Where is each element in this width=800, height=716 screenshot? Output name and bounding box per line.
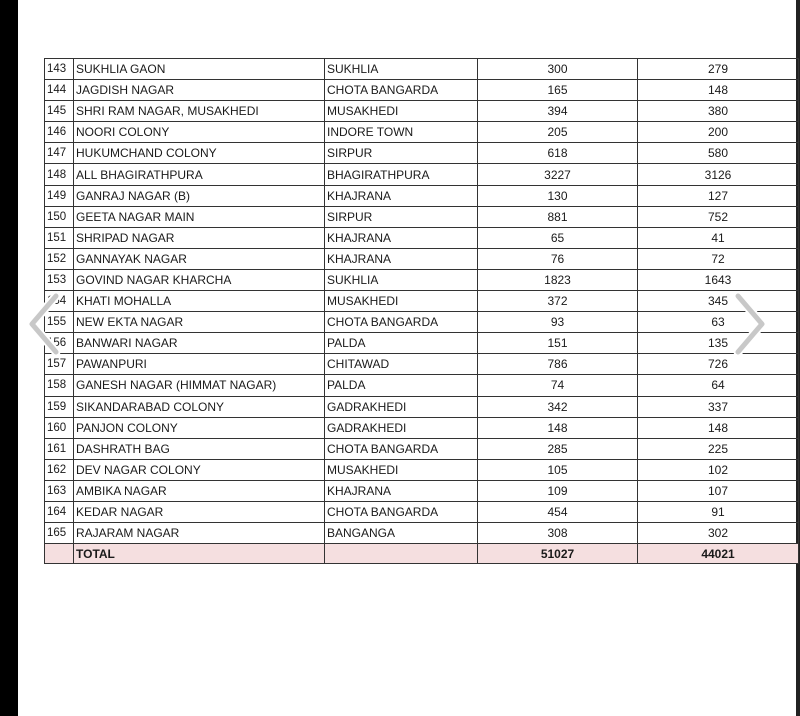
row-number-cell: 146 [45,122,74,143]
locality-name-cell: BANWARI NAGAR [74,333,325,354]
table-row [45,227,799,248]
row-number-cell: 160 [45,417,74,438]
table-row [45,101,799,122]
row-number-cell: 156 [45,333,74,354]
row-number-cell: 162 [45,459,74,480]
next-page-button[interactable] [728,288,772,360]
zone-cell: MUSAKHEDI [325,101,478,122]
total-blank-cell [45,544,74,564]
table-row [45,291,799,312]
count-1-cell: 3227 [478,164,638,185]
count-1-cell: 342 [478,396,638,417]
table-row [45,417,799,438]
count-2-cell: 63 [638,312,799,333]
locality-name-cell: GANESH NAGAR (HIMMAT NAGAR) [74,375,325,396]
count-2-cell: 72 [638,248,799,269]
locality-name-cell: GEETA NAGAR MAIN [74,206,325,227]
zone-cell: BHAGIRATHPURA [325,164,478,185]
row-number-cell: 157 [45,354,74,375]
zone-cell: KHAJRANA [325,185,478,206]
row-number-cell: 152 [45,248,74,269]
locality-name-cell: RAJARAM NAGAR [74,523,325,544]
count-1-cell: 786 [478,354,638,375]
row-number-cell: 158 [45,375,74,396]
zone-cell: PALDA [325,333,478,354]
count-1-cell: 148 [478,417,638,438]
zone-cell: SUKHLIA [325,269,478,290]
count-1-cell: 74 [478,375,638,396]
row-number-cell: 154 [45,291,74,312]
previous-page-button[interactable] [22,288,66,360]
locality-name-cell: HUKUMCHAND COLONY [74,143,325,164]
count-2-cell: 148 [638,417,799,438]
zone-cell: CHOTA BANGARDA [325,312,478,333]
table-row [45,523,799,544]
locality-name-cell: KHATI MOHALLA [74,291,325,312]
count-1-cell: 618 [478,143,638,164]
locality-name-cell: KEDAR NAGAR [74,501,325,522]
count-1-cell: 76 [478,248,638,269]
count-2-cell: 148 [638,80,799,101]
locality-name-cell: NOORI COLONY [74,122,325,143]
zone-cell: CHOTA BANGARDA [325,438,478,459]
row-number-cell: 164 [45,501,74,522]
locality-name-cell: GOVIND NAGAR KHARCHA [74,269,325,290]
count-2-cell: 64 [638,375,799,396]
zone-cell: GADRAKHEDI [325,417,478,438]
count-1-cell: 151 [478,333,638,354]
count-2-cell: 102 [638,459,799,480]
count-2-cell: 127 [638,185,799,206]
table-row [45,143,799,164]
count-2-cell: 752 [638,206,799,227]
total-blank-cell [325,544,478,564]
zone-cell: CHOTA BANGARDA [325,80,478,101]
locality-name-cell: ALL BHAGIRATHPURA [74,164,325,185]
viewer-left-frame [0,0,18,716]
table-row [45,396,799,417]
locality-name-cell: GANRAJ NAGAR (B) [74,185,325,206]
count-1-cell: 881 [478,206,638,227]
table-row [45,185,799,206]
count-2-cell: 135 [638,333,799,354]
locality-name-cell: DEV NAGAR COLONY [74,459,325,480]
count-1-cell: 165 [478,80,638,101]
table-row [45,480,799,501]
table-row [45,59,799,80]
zone-cell: KHAJRANA [325,248,478,269]
count-1-cell: 454 [478,501,638,522]
count-1-cell: 300 [478,59,638,80]
row-number-cell: 150 [45,206,74,227]
table-row [45,80,799,101]
table-row [45,248,799,269]
table-row [45,501,799,522]
row-number-cell: 148 [45,164,74,185]
count-2-cell: 41 [638,227,799,248]
locality-name-cell: PAWANPURI [74,354,325,375]
count-2-cell: 1643 [638,269,799,290]
count-1-cell: 109 [478,480,638,501]
zone-cell: SIRPUR [325,206,478,227]
row-number-cell: 155 [45,312,74,333]
total-label-cell: TOTAL [74,544,325,564]
zone-cell: SUKHLIA [325,59,478,80]
zone-cell: MUSAKHEDI [325,291,478,312]
count-1-cell: 65 [478,227,638,248]
row-number-cell: 143 [45,59,74,80]
count-2-cell: 91 [638,501,799,522]
count-1-cell: 130 [478,185,638,206]
zone-cell: KHAJRANA [325,227,478,248]
table-row [45,459,799,480]
table-row [45,354,799,375]
locality-name-cell: AMBIKA NAGAR [74,480,325,501]
table-row [45,164,799,185]
count-1-cell: 1823 [478,269,638,290]
table-row [45,333,799,354]
chevron-left-icon [22,288,66,360]
locality-name-cell: DASHRATH BAG [74,438,325,459]
count-2-cell: 200 [638,122,799,143]
count-2-cell: 726 [638,354,799,375]
locality-name-cell: SUKHLIA GAON [74,59,325,80]
count-2-cell: 107 [638,480,799,501]
count-1-cell: 105 [478,459,638,480]
zone-cell: INDORE TOWN [325,122,478,143]
locality-name-cell: GANNAYAK NAGAR [74,248,325,269]
zone-cell: GADRAKHEDI [325,396,478,417]
total-count-1-cell: 51027 [478,544,638,564]
table-body [45,59,799,564]
row-number-cell: 153 [45,269,74,290]
table-row [45,122,799,143]
count-1-cell: 205 [478,122,638,143]
total-count-2-cell: 44021 [638,544,799,564]
count-2-cell: 580 [638,143,799,164]
zone-cell: SIRPUR [325,143,478,164]
count-2-cell: 302 [638,523,799,544]
row-number-cell: 147 [45,143,74,164]
table-row [45,438,799,459]
zone-cell: PALDA [325,375,478,396]
zone-cell: MUSAKHEDI [325,459,478,480]
chevron-right-icon [728,288,772,360]
count-1-cell: 372 [478,291,638,312]
count-2-cell: 337 [638,396,799,417]
row-number-cell: 161 [45,438,74,459]
count-2-cell: 345 [638,291,799,312]
locality-name-cell: PANJON COLONY [74,417,325,438]
count-1-cell: 394 [478,101,638,122]
zone-cell: KHAJRANA [325,480,478,501]
row-number-cell: 159 [45,396,74,417]
zone-cell: BANGANGA [325,523,478,544]
locality-name-cell: NEW EKTA NAGAR [74,312,325,333]
locality-name-cell: SIKANDARABAD COLONY [74,396,325,417]
table-row [45,312,799,333]
table-row [45,206,799,227]
count-2-cell: 279 [638,59,799,80]
count-1-cell: 285 [478,438,638,459]
count-2-cell: 380 [638,101,799,122]
locality-name-cell: JAGDISH NAGAR [74,80,325,101]
count-2-cell: 225 [638,438,799,459]
total-row [45,544,799,564]
locality-name-cell: SHRI RAM NAGAR, MUSAKHEDI [74,101,325,122]
row-number-cell: 165 [45,523,74,544]
locality-name-cell: SHRIPAD NAGAR [74,227,325,248]
row-number-cell: 149 [45,185,74,206]
table-row [45,269,799,290]
count-2-cell: 3126 [638,164,799,185]
row-number-cell: 145 [45,101,74,122]
count-1-cell: 93 [478,312,638,333]
data-table [44,58,799,564]
row-number-cell: 144 [45,80,74,101]
zone-cell: CHOTA BANGARDA [325,501,478,522]
count-1-cell: 308 [478,523,638,544]
table-row [45,375,799,396]
zone-cell: CHITAWAD [325,354,478,375]
row-number-cell: 163 [45,480,74,501]
row-number-cell: 151 [45,227,74,248]
